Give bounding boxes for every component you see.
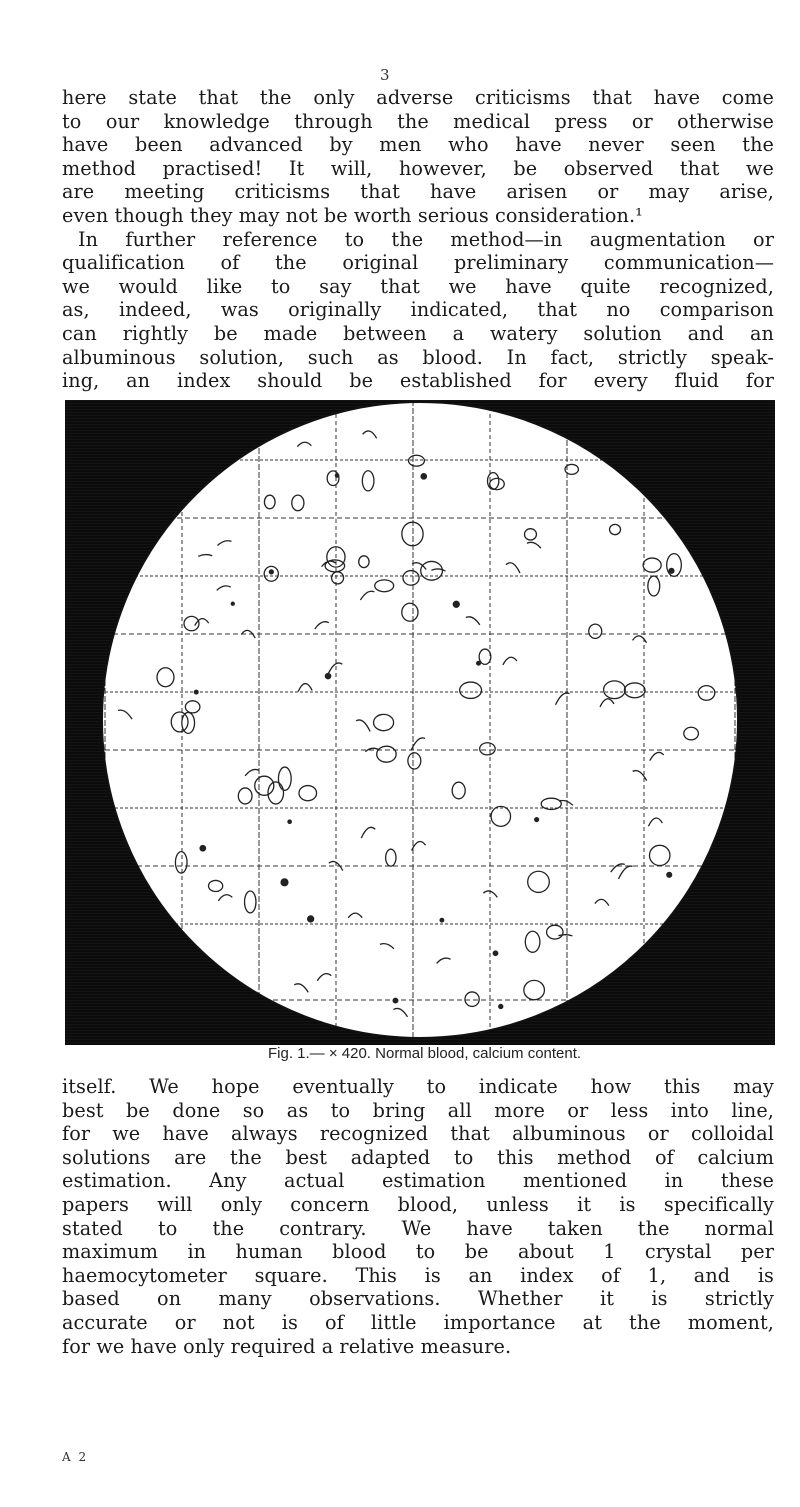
microscope-field-figure	[65, 400, 775, 1045]
crystal-dot	[288, 820, 291, 823]
paragraph-2	[62, 1075, 774, 1358]
text-line: maximum in human blood to be about 1 crystal per	[62, 1240, 774, 1264]
text-line: best be done so as to bring all more or less into line,	[62, 1098, 774, 1122]
haemocytometer-field-illustration	[65, 400, 775, 1045]
text-line: for we have always recognized that albuminous or colloidal	[62, 1122, 774, 1146]
text-line: as, indeed, was originally indicated, that no comparison	[62, 298, 774, 322]
crystal-dot	[669, 568, 674, 573]
text-line: qualification of the original preliminary communication—	[62, 251, 774, 275]
text-line: here state that the only adverse criticisms that have come	[62, 86, 774, 109]
figure-caption: Fig. 1.— × 420. Normal blood, calcium content.	[268, 1045, 582, 1062]
text-line: we would like to say that we have quite recognized,	[62, 274, 774, 298]
text-line: for we have only required a relative measure.	[62, 1334, 512, 1358]
crystal-dot	[499, 1004, 503, 1008]
crystal-dot	[440, 918, 444, 922]
text-line: In further reference to the method—in augmentation or	[78, 227, 774, 251]
crystal-dot	[535, 818, 539, 822]
text-line: even though they may not be worth serious consideration.¹	[62, 203, 643, 227]
text-line: stated to the contrary. We have taken the normal	[62, 1216, 774, 1240]
crystal-dot	[453, 601, 459, 607]
crystal-dot	[200, 846, 205, 851]
crystal-dot	[421, 474, 426, 479]
text-line: estimation. Any actual estimation mentioned in these	[62, 1169, 774, 1193]
crystal-dot	[308, 916, 314, 922]
text-line: to our knowledge through the medical press or otherwise	[62, 109, 774, 133]
crystal-dot	[281, 879, 288, 886]
text-line: method practised! It will, however, be observed that we	[62, 156, 774, 180]
text-line: solutions are the best adapted to this method of calcium	[62, 1145, 774, 1169]
text-line: papers will only concern blood, unless it is specifically	[62, 1192, 774, 1216]
crystal-dot	[667, 872, 672, 877]
text-line: itself. We hope eventually to indicate how this may	[62, 1075, 774, 1098]
crystal-dot	[269, 570, 273, 574]
text-line: ing, an index should be established for every fluid for	[62, 369, 774, 393]
field-of-view	[102, 402, 738, 1038]
signature-mark: A 2	[62, 1450, 89, 1464]
page-number: 3	[380, 66, 390, 84]
crystal-dot	[194, 690, 198, 694]
text-line: accurate or not is of little importance at the moment,	[62, 1310, 774, 1334]
text-line: haemocytometer square. This is an index of 1, and is	[62, 1263, 774, 1287]
crystal-dot	[393, 998, 398, 1003]
crystal-dot	[477, 661, 481, 665]
text-line: albuminous solution, such as blood. In fact, strictly speak-	[62, 345, 774, 369]
paragraph-1	[62, 86, 774, 393]
crystal-dot	[325, 673, 330, 678]
crystal-dot	[493, 951, 498, 956]
text-line: can rightly be made between a watery solution and an	[62, 321, 774, 345]
text-line: based on many observations. Whether it is strictly	[62, 1287, 774, 1311]
text-line: have been advanced by men who have never seen the	[62, 133, 774, 157]
text-line: are meeting criticisms that have arisen or may arise,	[62, 180, 774, 204]
crystal-dot	[231, 602, 234, 605]
